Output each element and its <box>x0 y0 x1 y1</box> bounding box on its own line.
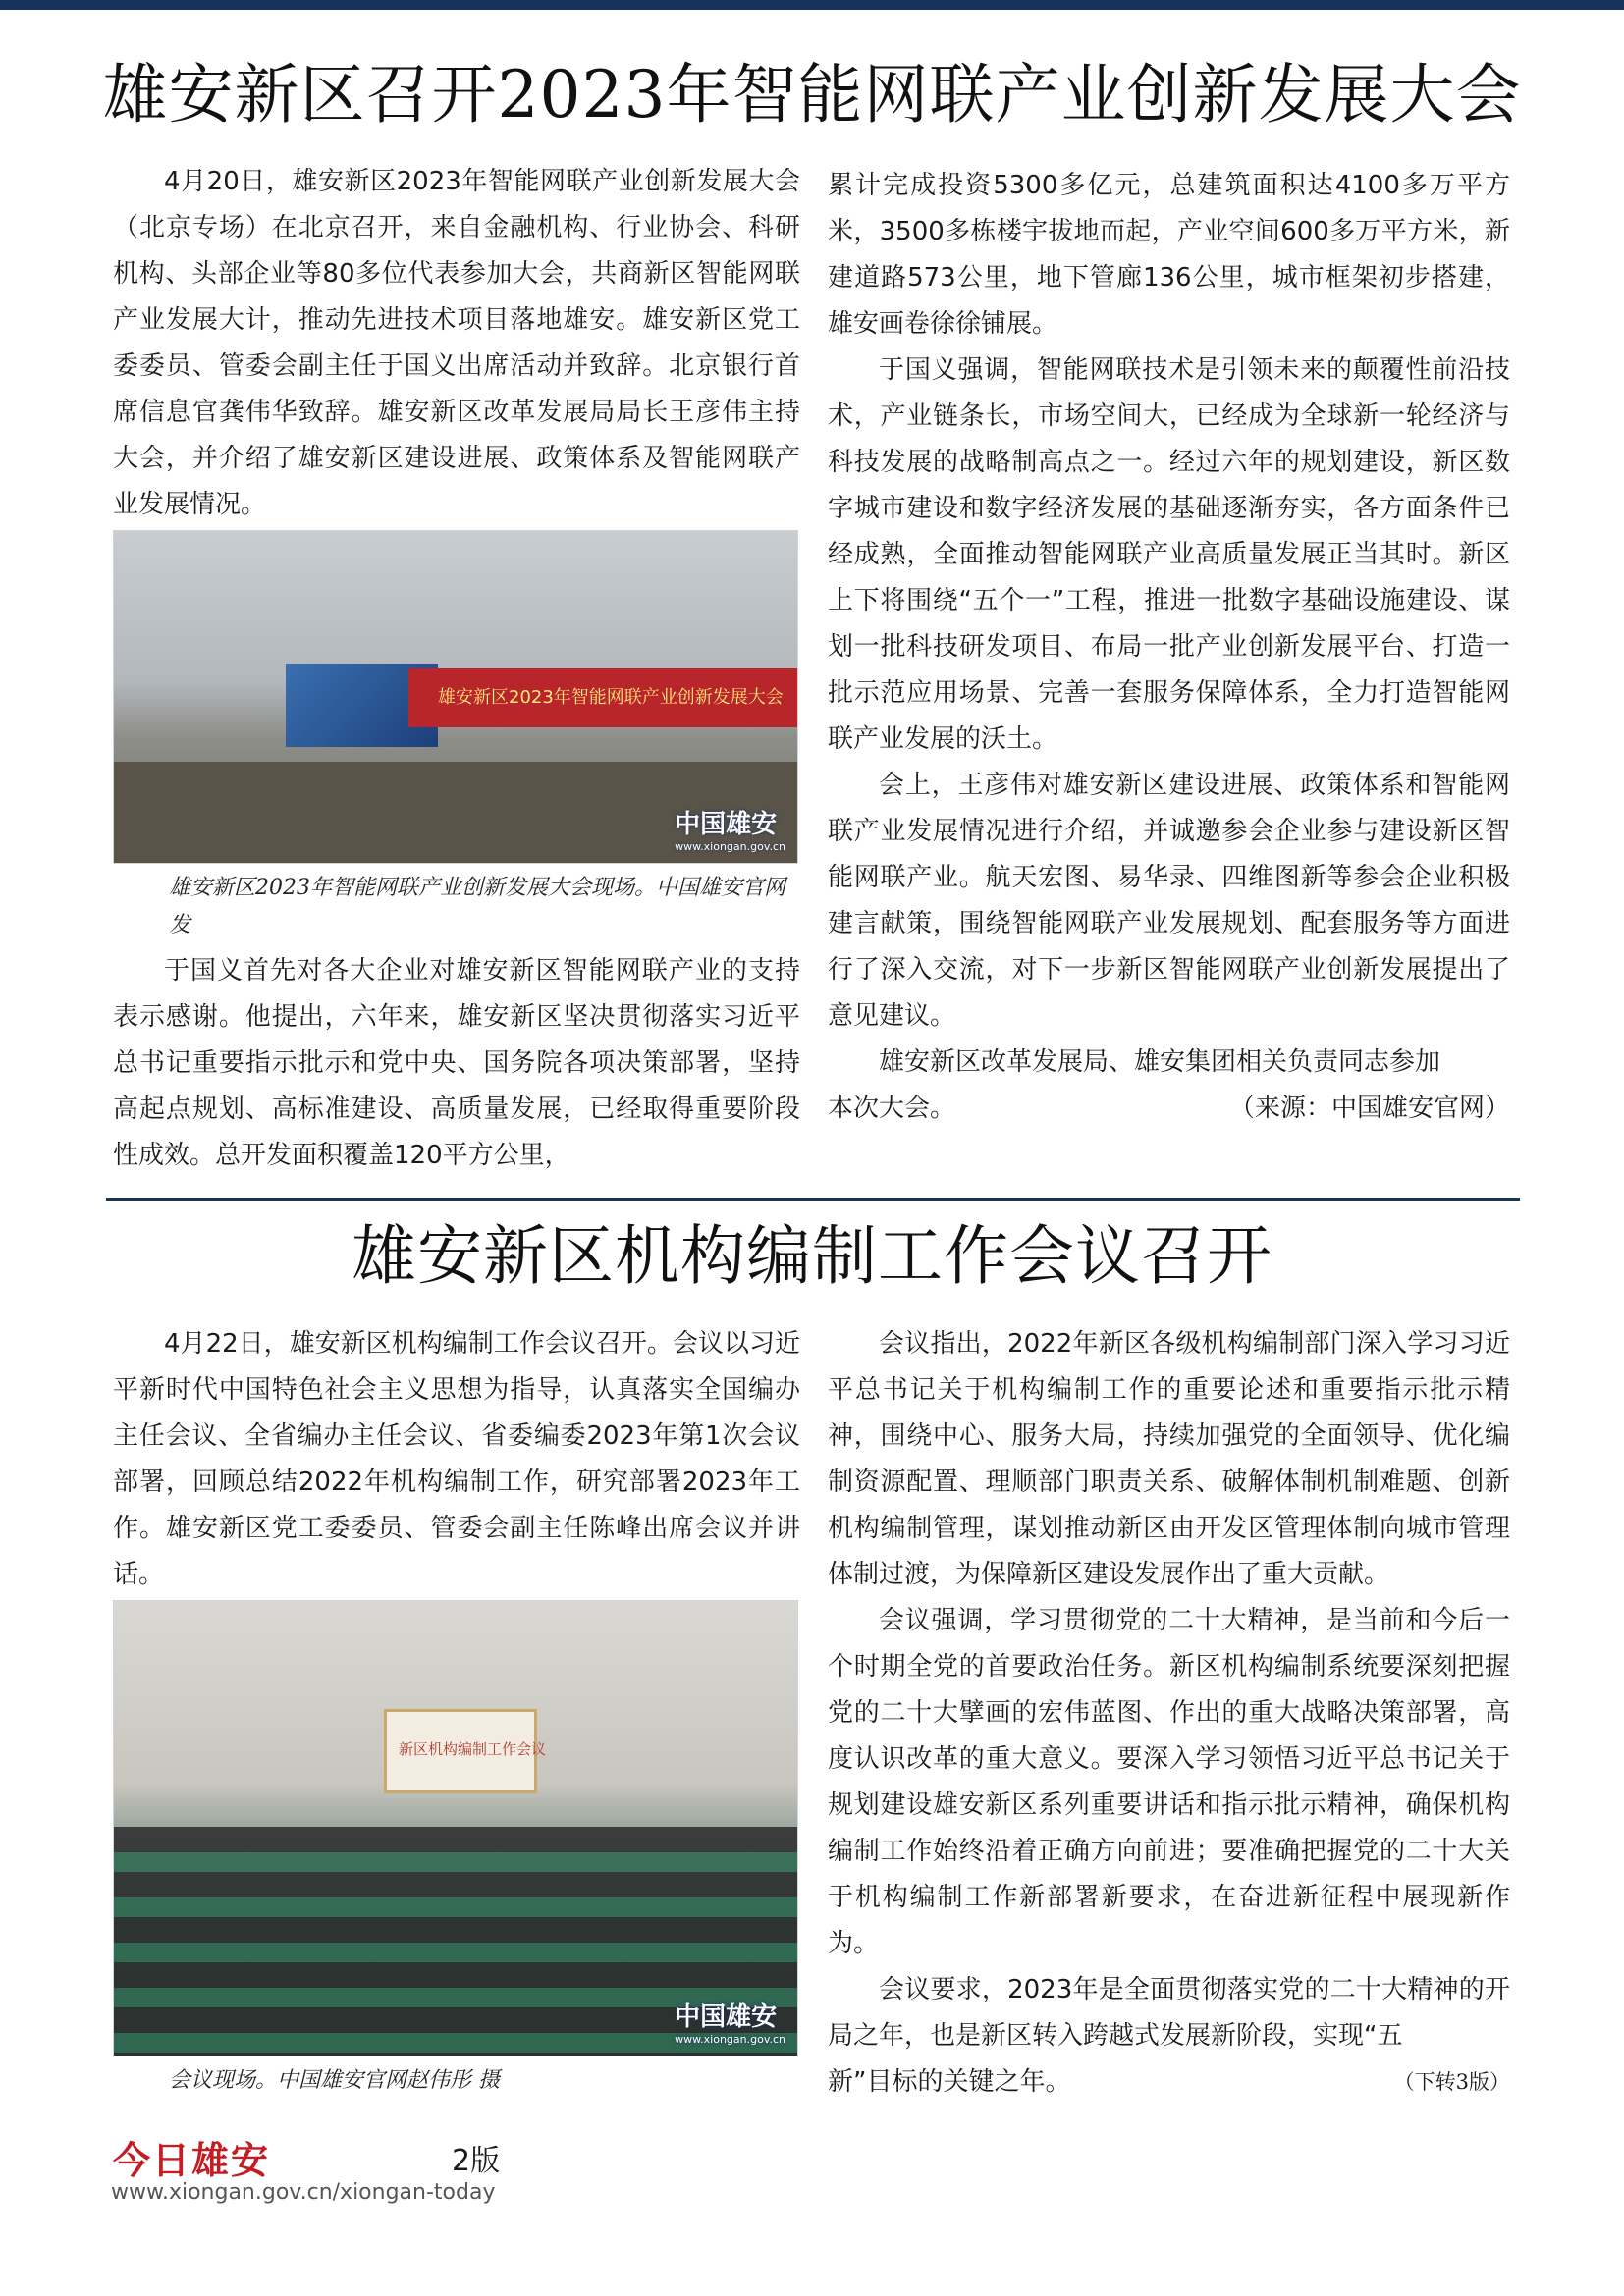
newspaper-masthead: 今日雄安 <box>113 2138 271 2182</box>
watermark-url: www.xiongan.gov.cn <box>675 840 785 853</box>
article1-paragraph: 于国义首先对各大企业对雄安新区智能网联产业的支持表示感谢。他提出，六年来，雄安新区坚决贯彻落实习近平总书记重要指示批示和党中央、国务院各项决策部署，坚持高起点规划、高标准建设、高质量发展，已经取得重要阶段性成效。总开发面积覆盖120平方公里， <box>113 956 800 1170</box>
article1-headline: 雄安新区召开2023年智能网联产业创新发展大会 <box>102 57 1522 133</box>
article2-meeting-photo <box>113 1600 798 2056</box>
article2-left-column <box>113 1321 800 1598</box>
article1-closing-paragraph: 雄安新区改革发展局、雄安集团相关负责同志参加 <box>879 1047 1441 1077</box>
article1-left-column-top <box>113 159 800 528</box>
photo-watermark <box>675 1997 785 2046</box>
watermark-url: www.xiongan.gov.cn <box>675 2033 785 2046</box>
watermark-logo: 中国雄安 <box>675 810 778 839</box>
article2-paragraph: 会议强调，学习贯彻党的二十大精神，是当前和今后一个时期全党的首要政治任务。新区机构编制系统要深刻把握党的二十大擘画的宏伟蓝图、作出的重大战略决策部署，高度认识改革的重大意义。要深入学习领悟习近平总书记关于规划建设雄安新区系列重要讲话和指示批示精神，确保机构编制工作始终沿着正确方向前进；要准确把握党的二十大关于机构编制工作新部署新要求，在奋进新征程中展现新作为。 <box>828 1606 1510 1958</box>
screen-text: 新区机构编制工作会议 <box>399 1740 547 1758</box>
article2-turn-line <box>828 2059 1510 2106</box>
article1-conference-photo <box>113 530 798 864</box>
section-divider <box>106 1198 1520 1201</box>
article2-right-column <box>828 1321 1510 2106</box>
article1-right-column <box>828 163 1510 1132</box>
footer-url: www.xiongan.gov.cn/xiongan-today <box>111 2180 496 2205</box>
article1-left-column-bottom <box>113 948 800 1179</box>
photo-watermark <box>675 804 785 853</box>
article1-source: （来源：中国雄安官网） <box>1228 1094 1510 1123</box>
article2-closing-paragraph: 会议要求，2023年是全面贯彻落实党的二十大精神的开局之年，也是新区转入跨越式发展新阶段，实现“五 <box>828 1975 1510 2051</box>
article2-closing-end: 新”目标的关键之年。 <box>828 2067 1071 2097</box>
article1-paragraph: 于国义强调，智能网联技术是引领未来的颠覆性前沿技术，产业链条长，市场空间大，已经成为全球新一轮经济与科技发展的战略制高点之一。经过六年的规划建设，新区数字城市建设和数字经济发展的基础逐渐夯实，各方面条件已经成熟，全面推动智能网联产业高质量发展正当其时。新区上下将围绕“五个一”工程，推进一批数字基础设施建设、谋划一批科技研发项目、布局一批产业创新发展平台、打造一批示范应用场景、完善一套服务保障体系，全力打造智能网联产业发展的沃土。 <box>828 355 1510 754</box>
edition-number: 2版 <box>452 2144 501 2178</box>
article1-photo-caption: 雄安新区2023年智能网联产业创新发展大会现场。中国雄安官网发 <box>169 876 785 937</box>
article2-paragraph: 4月22日，雄安新区机构编制工作会议召开。会议以习近平新时代中国特色社会主义思想为指导，认真落实全国编办主任会议、全省编办主任会议、省委编委2023年第1次会议部署，回顾总结2022年机构编制工作，研究部署2023年工作。雄安新区党工委委员、管委会副主任陈峰出席会议并讲话。 <box>113 1329 800 1589</box>
article1-paragraph: 会上，王彦伟对雄安新区建设进展、政策体系和智能网联产业发展情况进行介绍，并诚邀参会企业参与建设新区智能网联产业。航天宏图、易华录、四维图新等参会企业积极建言献策，围绕智能网联产业发展规划、配套服务等方面进行了深入交流，对下一步新区智能网联产业创新发展提出了意见建议。 <box>828 771 1510 1031</box>
article2-headline: 雄安新区机构编制工作会议召开 <box>352 1218 1272 1294</box>
continued-on-page-note: （下转3版） <box>1393 2070 1510 2094</box>
article2-photo-caption: 会议现场。中国雄安官网赵伟彤 摄 <box>169 2068 500 2093</box>
banner-text: 雄安新区2023年智能网联产业创新发展大会 <box>438 687 784 708</box>
article1-source-line <box>828 1086 1510 1132</box>
watermark-logo: 中国雄安 <box>675 2002 778 2032</box>
article2-paragraph: 会议指出，2022年新区各级机构编制部门深入学习习近平总书记关于机构编制工作的重要论述和重要指示批示精神，围绕中心、服务大局，持续加强党的全面领导、优化编制资源配置、理顺部门职责关系、破解体制机制难题、创新机构编制管理，谋划推动新区由开发区管理体制向城市管理体制过渡，为保障新区建设发展作出了重大贡献。 <box>828 1329 1510 1589</box>
top-accent-bar <box>0 0 1624 10</box>
article1-closing-end: 本次大会。 <box>828 1094 956 1123</box>
article1-paragraph: 4月20日，雄安新区2023年智能网联产业创新发展大会（北京专场）在北京召开，来自金融机构、行业协会、科研机构、头部企业等80多位代表参加大会，共商新区智能网联产业发展大计，推动先进技术项目落地雄安。雄安新区党工委委员、管委会副主任于国义出席活动并致辞。北京银行首席信息官龚伟华致辞。雄安新区改革发展局局长王彦伟主持大会，并介绍了雄安新区建设进展、政策体系及智能网联产业发展情况。 <box>113 167 800 519</box>
article1-continuation: 累计完成投资5300多亿元，总建筑面积达4100多万平方米，3500多栋楼宇拔地而起，产业空间600多万平方米，新建道路573公里，地下管廊136公里，城市框架初步搭建，雄安画卷徐徐铺展。 <box>828 171 1510 339</box>
